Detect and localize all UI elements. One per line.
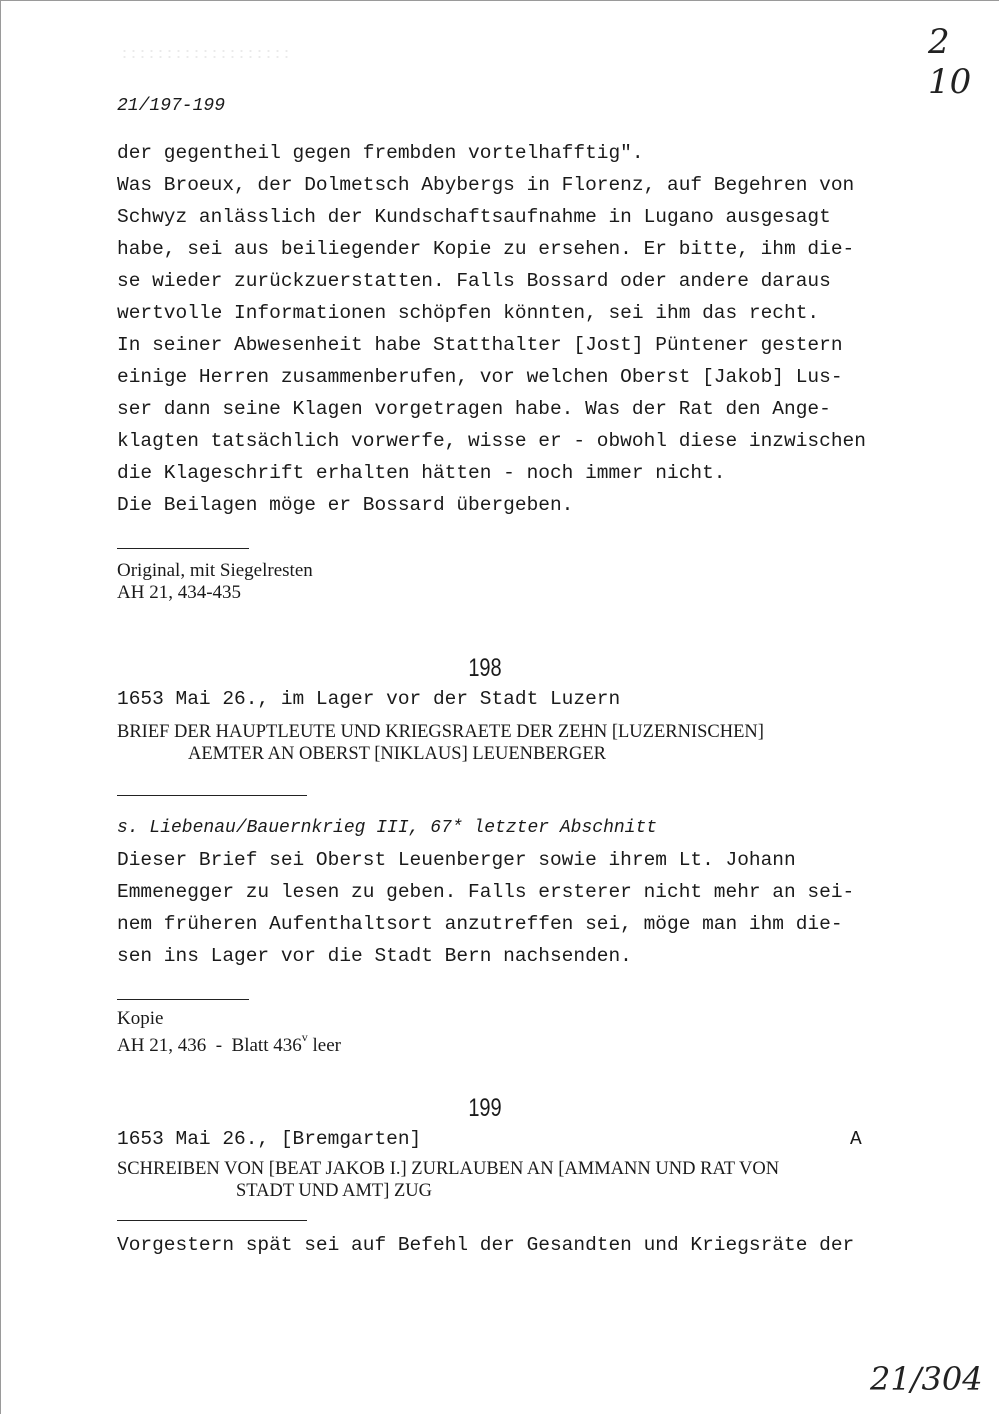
handwritten-folio-number: 2 10 (928, 22, 972, 102)
version-marker: A (850, 1128, 862, 1150)
folio-status: leer (312, 1035, 341, 1056)
text-line: habe, sei aus beiliegender Kopie zu ersehen. Er bitte, ihm die- (117, 238, 855, 260)
date-place: 1653 Mai 26., im Lager vor der Stadt Luzern (117, 688, 621, 710)
section-rule (117, 795, 307, 796)
text-line: In seiner Abwesenheit habe Statthalter [Jost] Püntener gestern (117, 334, 843, 356)
source-reference: AH 21, 434-435 (117, 582, 242, 603)
source-type: Kopie (117, 1008, 164, 1029)
text-line: sen ins Lager vor die Stadt Bern nachsenden. (117, 945, 632, 967)
text-line: klagten tatsächlich vorwerfe, wisse er - obwohl diese inzwischen (117, 430, 866, 452)
verso-mark: v (301, 1030, 308, 1044)
handwritten-page-mark: 21/304 (870, 1360, 983, 1398)
document-title: BRIEF DER HAUPTLEUTE UND KRIEGSRAETE DER ZEHN [LUZERNISCHEN] (117, 722, 764, 742)
text-line: ser dann seine Klagen vorgetragen habe. Was der Rat den Ange- (117, 398, 831, 420)
text-line: Schwyz anlässlich der Kundschaftsaufnahme in Lugano ausgesagt (117, 206, 831, 228)
document-title-continued: AEMTER AN OBERST [NIKLAUS] LEUENBERGER (188, 744, 606, 764)
section-rule (117, 999, 249, 1000)
text-line: Vorgestern spät sei auf Befehl der Gesandten und Kriegsräte der (117, 1234, 855, 1256)
text-line: einige Herren zusammenberufen, vor welchen Oberst [Jakob] Lus- (117, 366, 843, 388)
source-separator: - (215, 1035, 223, 1056)
date-place: 1653 Mai 26., [Bremgarten] (117, 1128, 422, 1150)
text-line: se wieder zurückzuerstatten. Falls Bossard oder andere daraus (117, 270, 831, 292)
document-number: 199 (468, 1094, 502, 1122)
document-title: SCHREIBEN VON [BEAT JAKOB I.] ZURLAUBEN AN [AMMANN UND RAT VON (117, 1159, 780, 1179)
text-line: der gegentheil gegen frembden vortelhafftig". (117, 142, 644, 164)
literature-reference: s. Liebenau/Bauernkrieg III, 67* letzter Abschnitt (117, 818, 658, 838)
text-line: Die Beilagen möge er Bossard übergeben. (117, 494, 574, 516)
document-number: 198 (468, 654, 502, 682)
source-type: Original, mit Siegelresten (117, 560, 313, 581)
text-line: wertvolle Informationen schöpfen könnten, sei ihm das recht. (117, 302, 820, 324)
text-line: die Klageschrift erhalten hätten - noch immer nicht. (117, 462, 726, 484)
text-line: nem früheren Aufenthaltsort anzutreffen sei, möge man ihm die- (117, 913, 843, 935)
source-folio: Blatt 436 (231, 1035, 302, 1056)
scan-noise (120, 48, 290, 62)
text-line: Was Broeux, der Dolmetsch Abybergs in Florenz, auf Begehren von (117, 174, 855, 196)
text-line: Dieser Brief sei Oberst Leuenberger sowie ihrem Lt. Johann (117, 849, 796, 871)
source-reference: AH 21, 436 (117, 1035, 207, 1056)
document-title-continued: STADT UND AMT] ZUG (236, 1181, 433, 1201)
section-rule (117, 1220, 307, 1221)
source-reference-line (117, 1030, 341, 1057)
text-line: Emmenegger zu lesen zu geben. Falls ersterer nicht mehr an sei- (117, 881, 855, 903)
section-rule (117, 548, 249, 549)
archive-reference: 21/197-199 (117, 96, 226, 116)
